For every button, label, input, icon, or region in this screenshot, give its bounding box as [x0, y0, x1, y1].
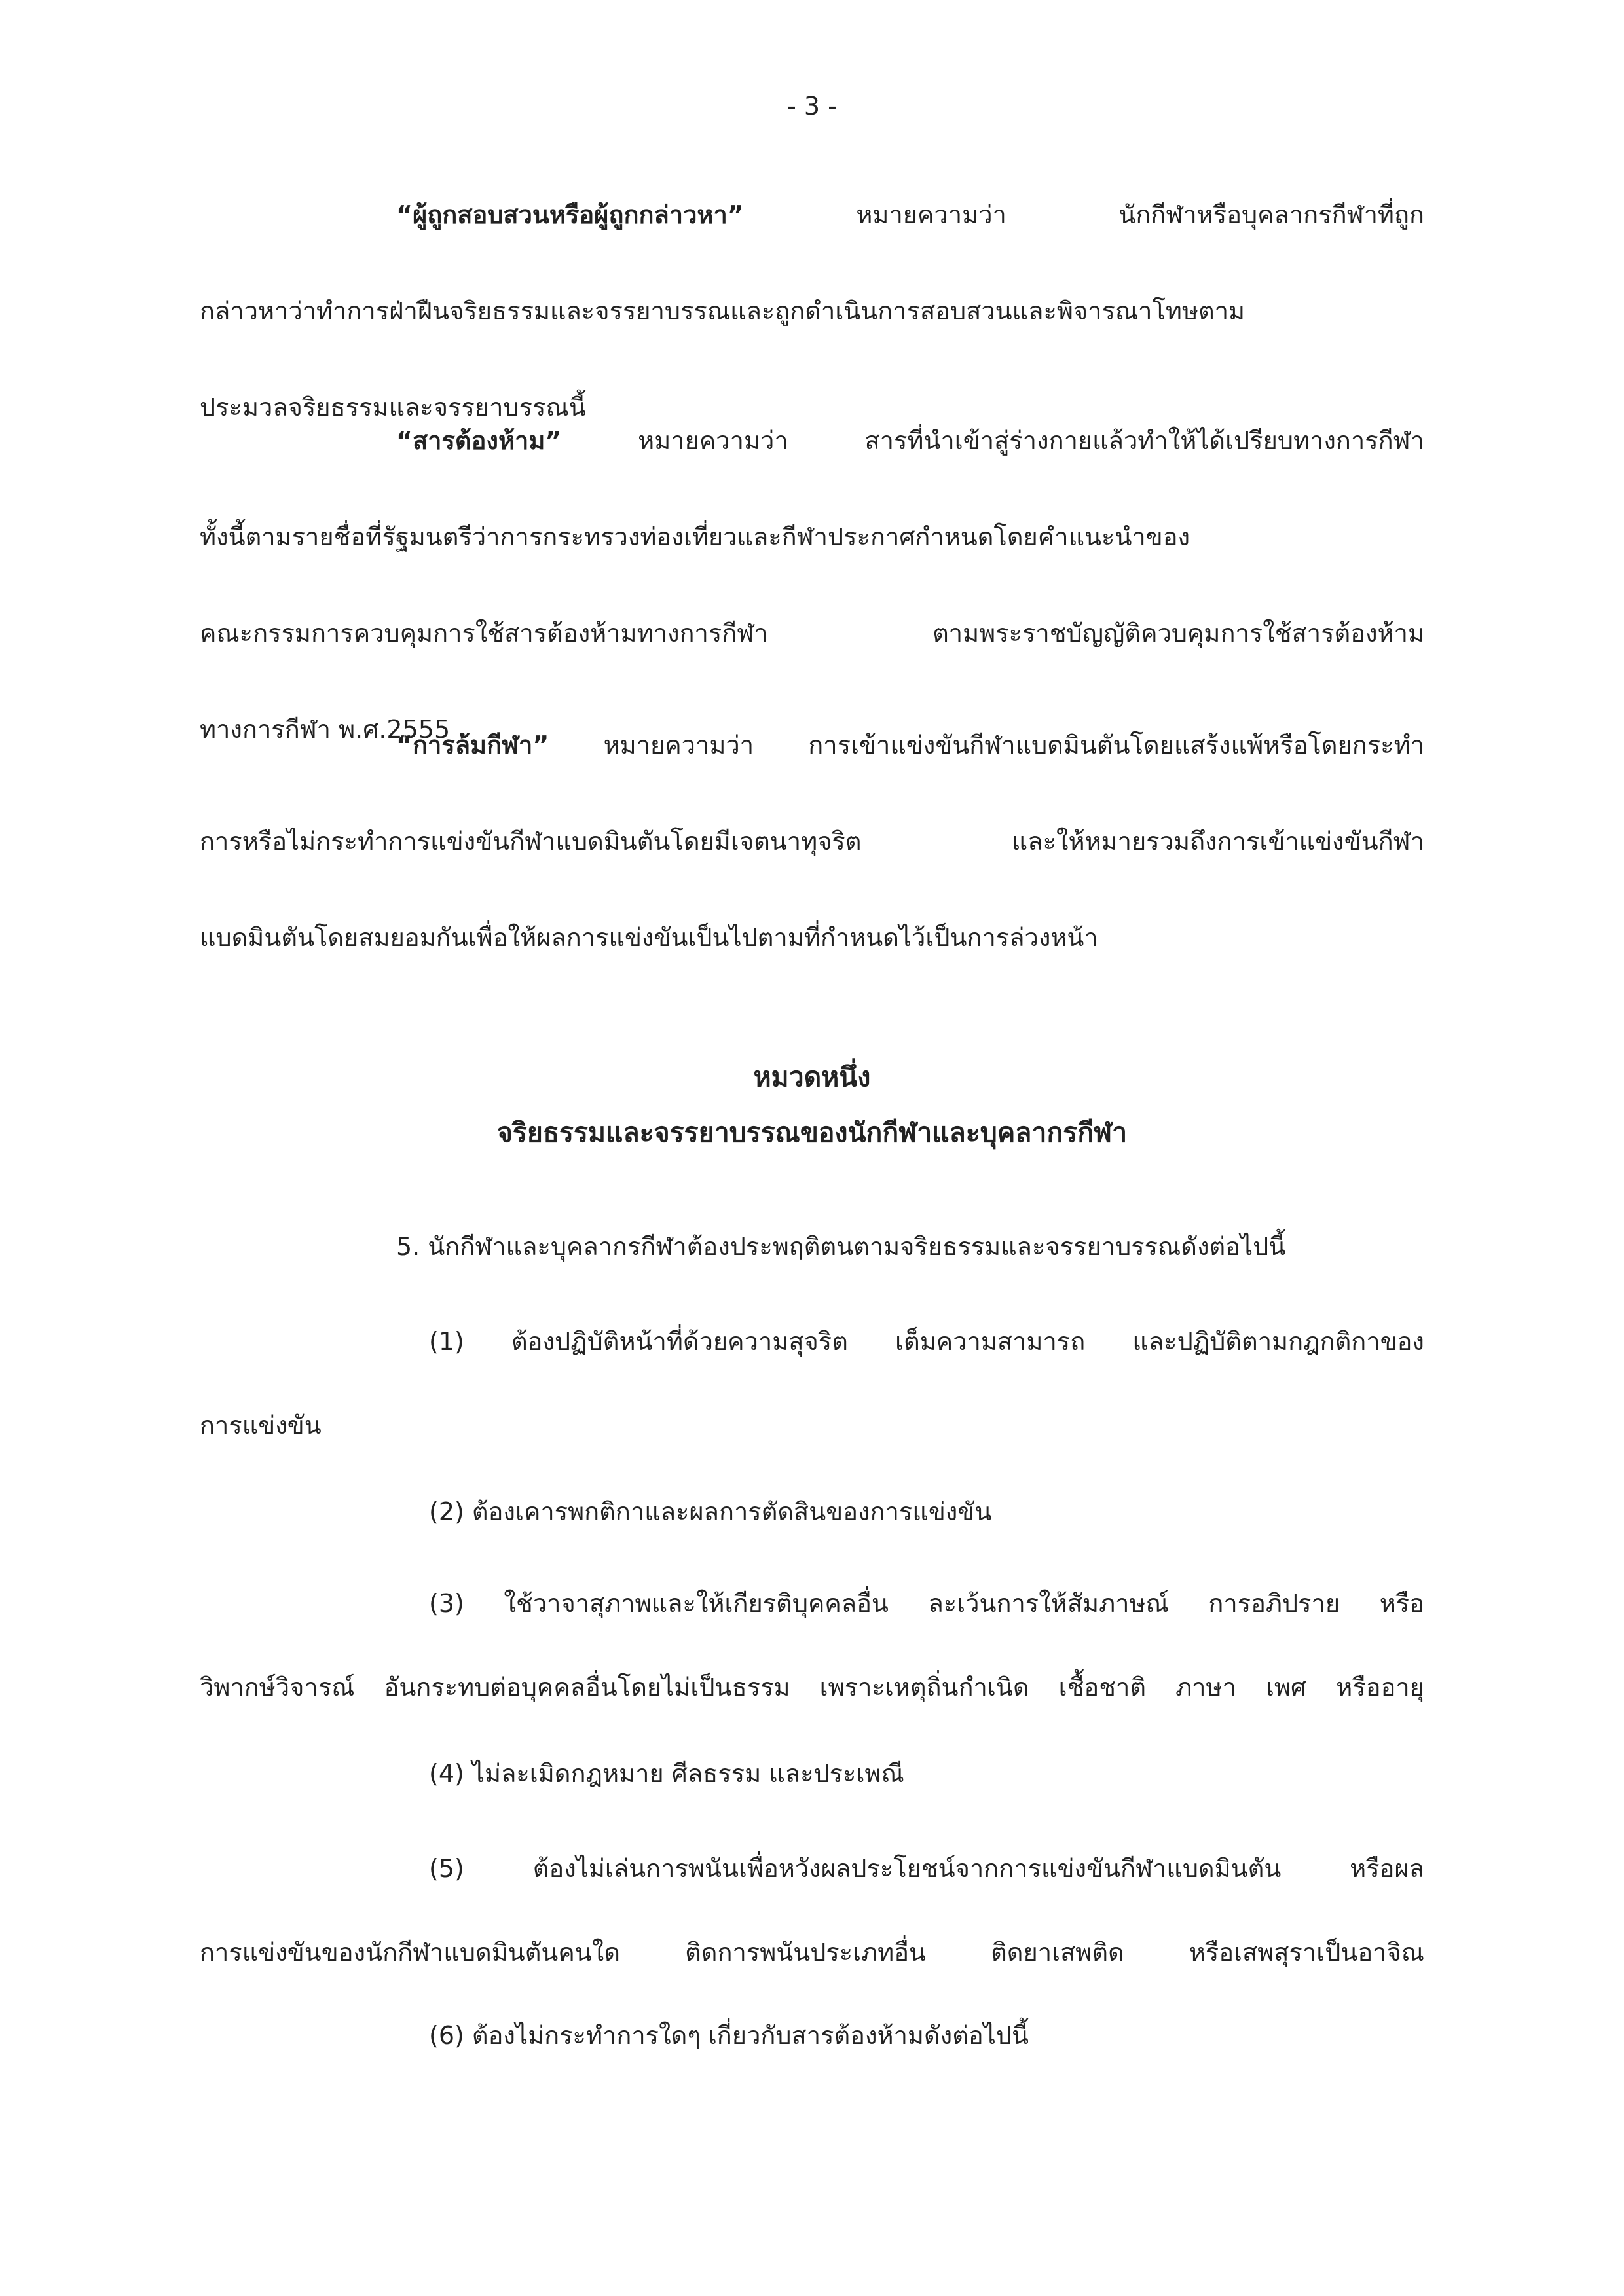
definition-term: “ผู้ถูกสอบสวนหรือผู้ถูกกล่าวหา” [396, 200, 744, 229]
chapter-title: หมวดหนึ่ง [753, 1061, 871, 1093]
clause-item-5 [200, 1827, 1424, 1994]
definition-match-fixing [200, 697, 1424, 986]
item-first-line: (6) ต้องไม่กระทำการใดๆ เกี่ยวกับสารต้องห้ามดังต่อไปนี้ [429, 2021, 1029, 2050]
item-first-line: (2) ต้องเคารพกติกาและผลการตัดสินของการแข่งขัน [429, 1497, 992, 1526]
page-number: - 3 - [787, 92, 837, 120]
clause-item-1 [200, 1300, 1424, 1467]
definition-text: หมายความว่า การเข้าแข่งขันกีฬาแบดมินตันโดยแสร้งแพ้หรือโดยกระทำ [549, 731, 1424, 759]
clause-text: 5. นักกีฬาและบุคลากรกีฬาต้องประพฤติตนตามจริยธรรมและจรรยาบรรณดังต่อไปนี้ [396, 1232, 1286, 1261]
definition-text: หมายความว่า สารที่นำเข้าสู่ร่างกายแล้วทำให้ได้เปรียบทางการกีฬา [561, 426, 1424, 455]
definition-line: คณะกรรมการควบคุมการใช้สารต้องห้ามทางการกีฬา ตามพระราชบัญญัติควบคุมการใช้สารต้องห้าม [200, 619, 1424, 647]
item-first-line: (5) ต้องไม่เล่นการพนันเพื่อหวังผลประโยชน์จากการแข่งขันกีฬาแบดมินตัน หรือผล [429, 1854, 1424, 1883]
definition-line: ทั้งนี้ตามรายชื่อที่รัฐมนตรีว่าการกระทรวงท่องเที่ยวและกีฬาประกาศกำหนดโดยคำแนะนำของ [200, 522, 1190, 551]
item-first-line: (4) ไม่ละเมิดกฎหมาย ศีลธรรม และประเพณี [429, 1759, 904, 1788]
definition-term: “สารต้องห้าม” [396, 426, 562, 455]
clause-item-3 [200, 1561, 1424, 1729]
clause-item-4 [200, 1732, 1424, 1815]
clause-item-6 [200, 1994, 1424, 2077]
definition-line: ทางการกีฬา พ.ศ.2555 [200, 715, 451, 744]
chapter-subtitle: จริยธรรมและจรรยาบรรณของนักกีฬาและบุคลากรกีฬา [496, 1117, 1128, 1148]
definition-line: แบดมินตันโดยสมยอมกันเพื่อให้ผลการแข่งขันเป็นไปตามที่กำหนดไว้เป็นการล่วงหน้า [200, 923, 1098, 952]
item-first-line: (3) ใช้วาจาสุภาพและให้เกียรติบุคคลอื่น ละเว้นการให้สัมภาษณ์ การอภิปราย หรือ [429, 1589, 1424, 1618]
item-line: การแข่งขัน [200, 1411, 322, 1440]
item-first-line: (1) ต้องปฏิบัติหน้าที่ด้วยความสุจริต เต็มความสามารถ และปฏิบัติตามกฎกติกาของ [429, 1327, 1424, 1356]
definition-first-line [200, 697, 1424, 793]
definition-line: ประมวลจริยธรรมและจรรยาบรรณนี้ [200, 393, 586, 422]
item-line: การแข่งขันของนักกีฬาแบดมินตันคนใด ติดการพนันประเภทอื่น ติดยาเสพติด หรือเสพสุราเป็นอาจิณ [200, 1938, 1424, 1967]
definition-line: การหรือไม่กระทำการแข่งขันกีฬาแบดมินตันโดยมีเจตนาทุจริต และให้หมายรวมถึงการเข้าแข่งขันกีฬา [200, 827, 1424, 856]
definition-text: หมายความว่า นักกีฬาหรือบุคลากรกีฬาที่ถูก [743, 200, 1424, 229]
clause-5 [200, 1205, 1424, 1288]
definition-term: “การล้มกีฬา” [396, 731, 549, 759]
item-line: วิพากษ์วิจารณ์ อันกระทบต่อบุคคลอื่นโดยไม่เป็นธรรม เพราะเหตุถิ่นกำเนิด เชื้อชาติ ภาษา เพศ หรืออายุ [200, 1673, 1424, 1702]
definition-first-line [200, 167, 1424, 263]
clause-item-2 [200, 1470, 1424, 1554]
definition-line: กล่าวหาว่าทำการฝ่าฝืนจริยธรรมและจรรยาบรรณและถูกดำเนินการสอบสวนและพิจารณาโทษตาม [200, 297, 1246, 325]
definition-first-line [200, 393, 1424, 489]
